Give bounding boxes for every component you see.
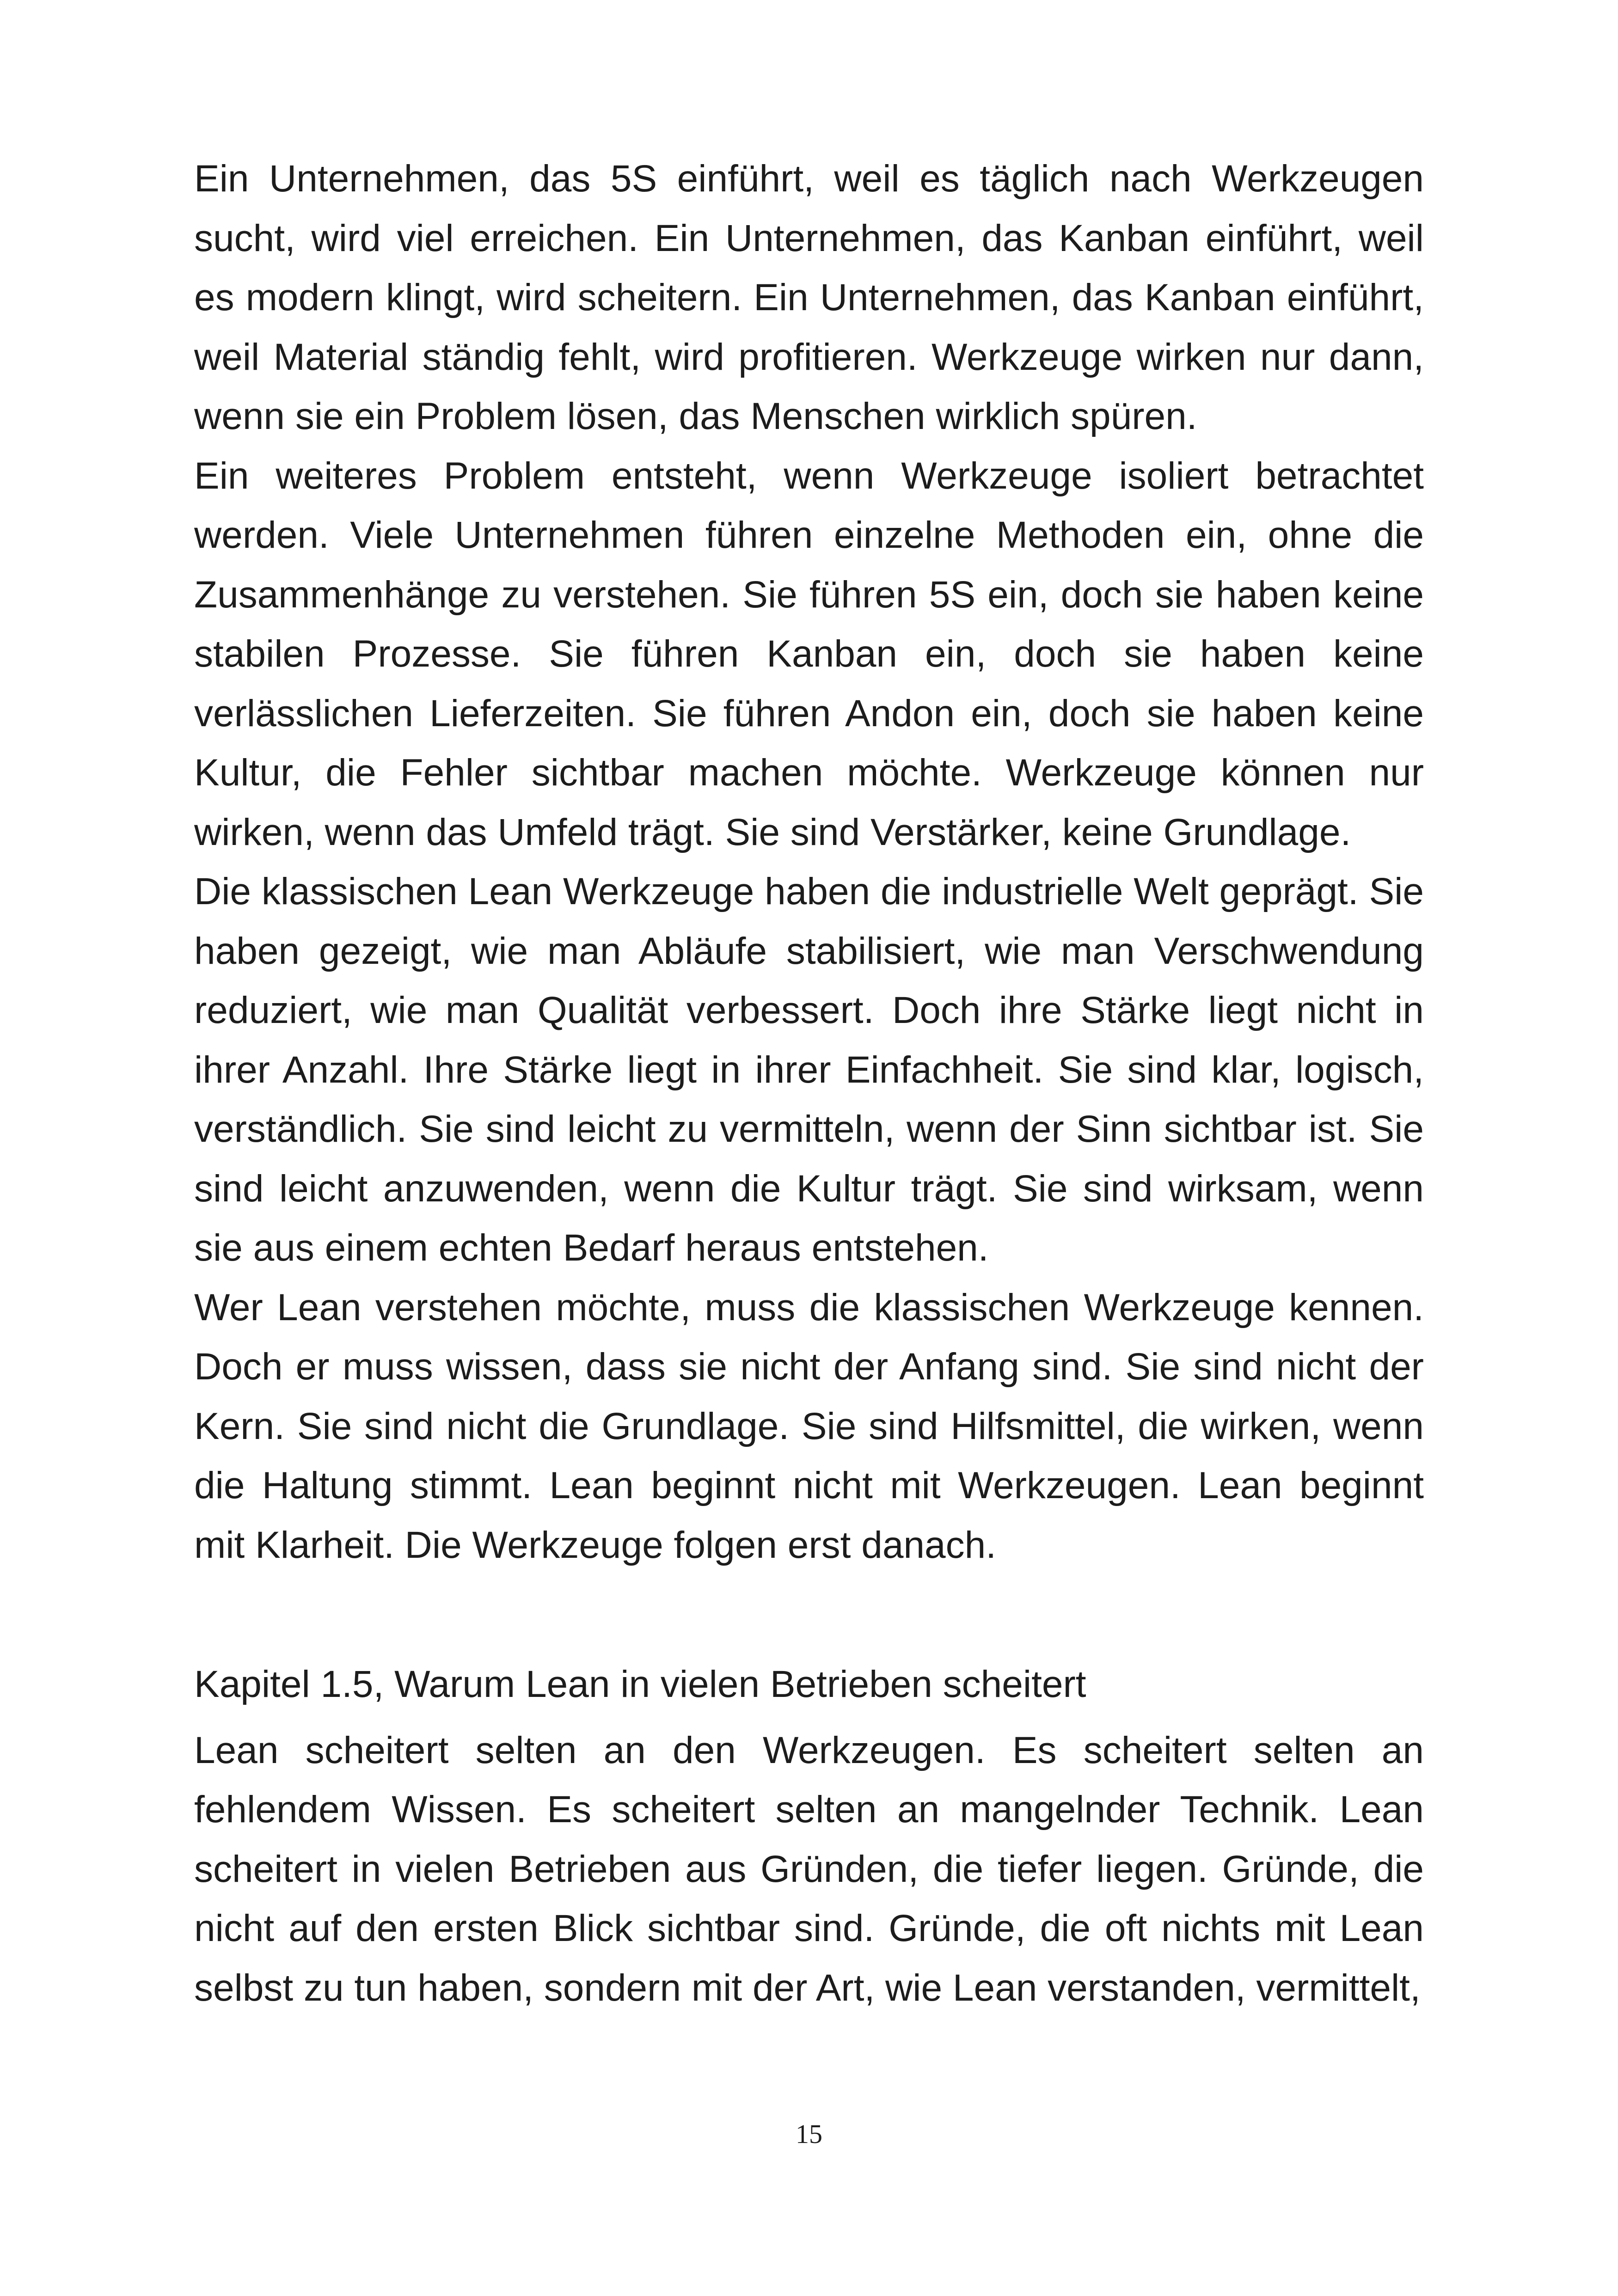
chapter-paragraph: Lean scheitert selten an den Werkzeugen. Es scheitert selten an fehlendem Wissen. Es scheitert selten an mangelnder Technik. Lean scheitert in vielen Betrieben aus Gründen, die tiefer liegen. Gründe, die nicht auf den ersten Blick sichtbar sind. Gründe, die oft nichts mit Lean selbst zu tun haben, sondern mit der Art, wie Lean verstanden, vermittelt, — [194, 1729, 1424, 2009]
paragraph-tools-solve-problems: Ein Unternehmen, das 5S einführt, weil es täglich nach Werkzeugen sucht, wird viel erreichen. Ein Unternehmen, das Kanban einführt, weil es modern klingt, wird scheitern. Ein Unternehmen, das Kanban einführt, weil Material ständig fehlt, wird profitieren. Werkzeuge wirken nur dann, wenn sie ein Problem lösen, das Menschen wirklich spüren. — [194, 158, 1424, 437]
chapter-section — [194, 1655, 1424, 2018]
paragraph-understanding-lean: Wer Lean verstehen möchte, muss die klassischen Werkzeuge kennen. Doch er muss wissen, dass sie nicht der Anfang sind. Sie sind nicht der Kern. Sie sind nicht die Grundlage. Sie sind Hilfsmittel, die wirken, wenn die Haltung stimmt. Lean beginnt nicht mit Werkzeugen. Lean beginnt mit Klarheit. Die Werkzeuge folgen erst danach. — [194, 1286, 1424, 1566]
chapter-heading: Kapitel 1.5, Warum Lean in vielen Betrieben scheitert — [194, 1663, 1086, 1705]
page-number: 15 — [796, 2119, 822, 2149]
body-text — [194, 149, 1424, 1575]
paragraph-classic-lean-tools: Die klassischen Lean Werkzeuge haben die industrielle Welt geprägt. Sie haben gezeigt, wie man Abläufe stabilisiert, wie man Verschwendung reduziert, wie man Qualität verbessert. Doch ihre Stärke liegt nicht in ihrer Anzahl. Ihre Stärke liegt in ihrer Einfachheit. Sie sind klar, logisch, verständlich. Sie sind leicht zu vermitteln, wenn der Sinn sichtbar ist. Sie sind leicht anzuwenden, wenn die Kultur trägt. Sie sind wirksam, wenn sie aus einem echten Bedarf heraus entstehen. — [194, 870, 1424, 1269]
paragraph-tools-isolated: Ein weiteres Problem entsteht, wenn Werkzeuge isoliert betrachtet werden. Viele Unternehmen führen einzelne Methoden ein, ohne die Zusammenhänge zu verstehen. Sie führen 5S ein, doch sie haben keine stabilen Prozesse. Sie führen Kanban ein, doch sie haben keine verlässlichen Lieferzeiten. Sie führen Andon ein, doch sie haben keine Kultur, die Fehler sichtbar machen möchte. Werkzeuge können nur wirken, wenn das Umfeld trägt. Sie sind Verstärker, keine Grundlage. — [194, 454, 1424, 853]
